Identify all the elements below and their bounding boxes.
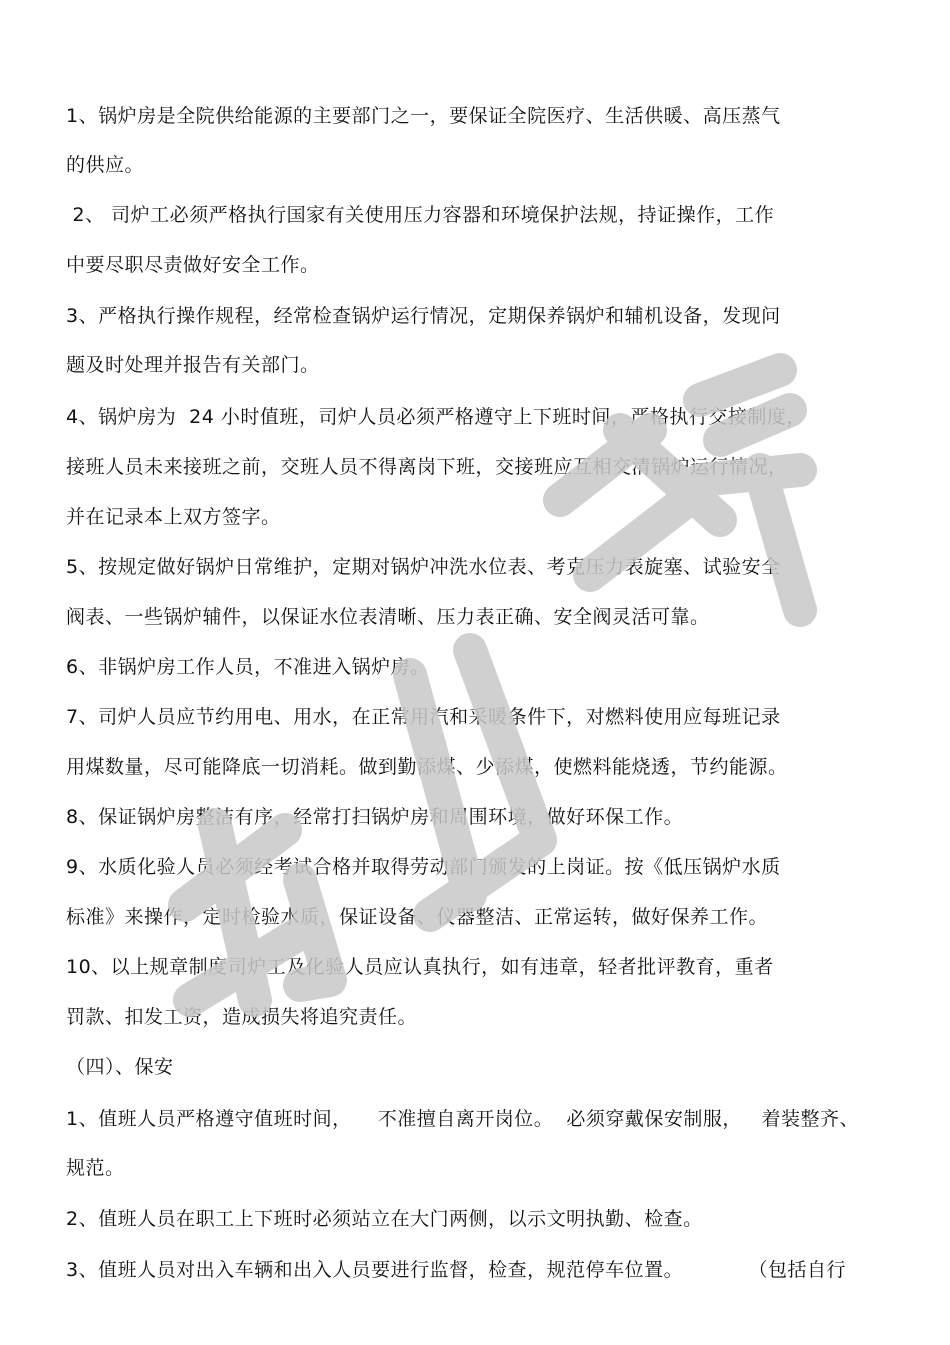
text-line: 题及时处理并报告有关部门。 — [66, 354, 320, 376]
text-line: 6、非锅炉房工作人员，不准进入锅炉房。 — [66, 656, 430, 678]
text-line: 7、司炉人员应节约用电、用水，在正常用汽和采暖条件下，对燃料使用应每班记录 — [66, 706, 781, 728]
text-line: 并在记录本上双方签字。 — [66, 506, 281, 528]
text-line: 9、水质化验人员必须经考试合格并取得劳动部门颁发的上岗证。按《低压锅炉水质 — [66, 856, 781, 878]
section-heading: （四）、保安 — [66, 1056, 174, 1078]
text-line: 4、锅炉房为 24 小时值班，司炉人员必须严格遵守上下班时间，严格执行交接制度， — [66, 406, 806, 428]
text-line: 2、 司炉工必须严格执行国家有关使用压力容器和环境保护法规，持证操作，工作 — [66, 204, 775, 226]
text-line: 3、值班人员对出入车辆和出入人员要进行监督，检查，规范停车位置。 （包括自行 — [66, 1259, 846, 1281]
text-line: 规范。 — [66, 1157, 125, 1179]
text-line: 1、值班人员严格遵守值班时间， 不准擅自离开岗位。 必须穿戴保安制服， 着装整齐、 — [66, 1108, 859, 1130]
text-line: 10、以上规章制度司炉工及化验人员应认真执行，如有违章，轻者批评教育，重者 — [66, 956, 774, 978]
text-line: 2、值班人员在职工上下班时必须站立在大门两侧，以示文明执勤、检查。 — [66, 1208, 703, 1230]
text-line: 5、按规定做好锅炉日常维护，定期对锅炉冲洗水位表、考克压力表旋塞、试验安全 — [66, 556, 781, 578]
text-line: 用煤数量，尽可能降底一切消耗。做到勤添煤、少添煤，使燃料能烧透，节约能源。 — [66, 756, 788, 778]
text-line: 中要尽职尽责做好安全工作。 — [66, 254, 320, 276]
text-line: 标准》来操作，定时检验水质，保证设备、仪器整洁、正常运转，做好保养工作。 — [66, 906, 769, 928]
text-line: 罚款、扣发工资，造成损失将追究责任。 — [66, 1006, 418, 1028]
text-line: 1、锅炉房是全院供给能源的主要部门之一，要保证全院医疗、生活供暖、高压蒸气 — [66, 105, 781, 127]
text-line: 接班人员未来接班之前，交班人员不得离岗下班，交接班应互相交清锅炉运行情况， — [66, 456, 788, 478]
text-line: 3、严格执行操作规程，经常检查锅炉运行情况，定期保养锅炉和辅机设备，发现问 — [66, 305, 781, 327]
text-line: 的供应。 — [66, 154, 145, 176]
text-line: 8、保证锅炉房整洁有序，经常打扫锅炉房和周围环境，做好环保工作。 — [66, 806, 684, 828]
text-line: 阀表、一些锅炉辅件，以保证水位表清晰、压力表正确、安全阀灵活可靠。 — [66, 606, 710, 628]
